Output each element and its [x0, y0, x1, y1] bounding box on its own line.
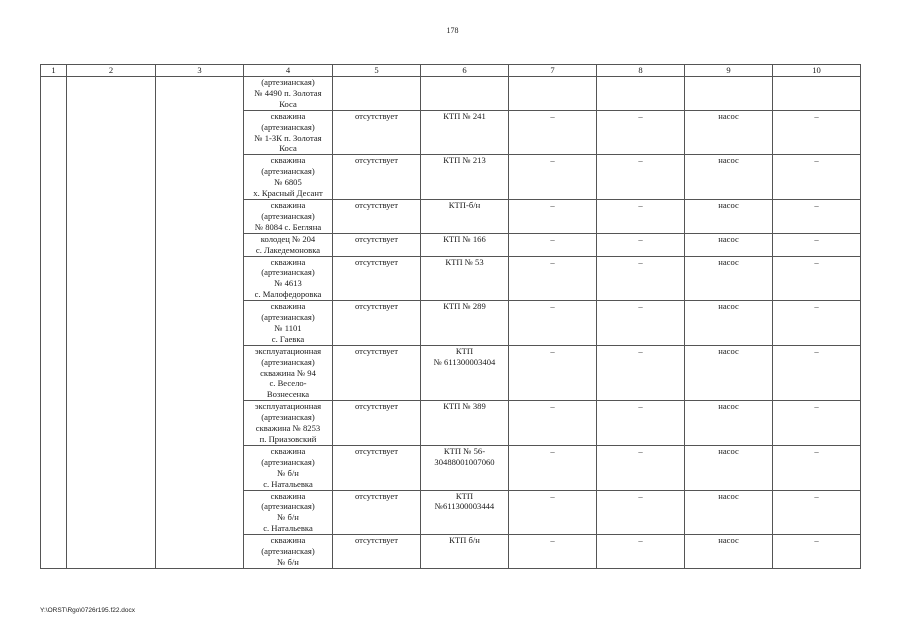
cell-object-name [244, 233, 333, 256]
cell-c7: – [509, 199, 597, 233]
cell-c8: – [597, 199, 685, 233]
cell-line: (артезианская) [261, 501, 315, 512]
cell-c5: отсутствует [333, 233, 421, 256]
cell-c5: отсутствует [333, 445, 421, 490]
cell-c7: – [509, 535, 597, 569]
cell-c6: КТП б/н [421, 535, 509, 569]
cell-line: (артезианская) [261, 312, 315, 323]
cell-c10: – [773, 445, 861, 490]
cell-c10: – [773, 256, 861, 301]
cell-c10: – [773, 535, 861, 569]
cell-line: (артезианская) [261, 546, 315, 557]
cell-c9: насос [685, 301, 773, 346]
cell-c10: – [773, 199, 861, 233]
cell-line: п. Приазовский [259, 434, 317, 444]
cell-c7: – [509, 490, 597, 535]
cell-c6: КТП № 611300003404 [421, 345, 509, 401]
col-header-1: 1 [41, 65, 67, 77]
cell-c7: – [509, 445, 597, 490]
cell-c5: отсутствует [333, 199, 421, 233]
cell-line: Вознесенка [266, 389, 310, 400]
col-header-8: 8 [597, 65, 685, 77]
cell-line: (артезианская) [261, 412, 315, 423]
cell-c8: – [597, 233, 685, 256]
cell-line: (артезианская) [261, 210, 315, 221]
cell-line: (артезианская) [261, 456, 315, 467]
cell-c6: КТП № 389 [421, 401, 509, 446]
cell-line: с. Натальевка [263, 523, 313, 534]
cell-c6: КТП № 289 [421, 301, 509, 346]
cell-c6: КТП № 213 [421, 155, 509, 200]
cell-c10 [773, 77, 861, 111]
col-header-9: 9 [685, 65, 773, 77]
col-header-4: 4 [244, 65, 333, 77]
cell-c7: – [509, 110, 597, 155]
col-header-10: 10 [773, 65, 861, 77]
cell-c5: отсутствует [333, 256, 421, 301]
cell-c8: – [597, 345, 685, 401]
cell-line: с. Гаевка [271, 333, 305, 344]
col-header-7: 7 [509, 65, 597, 77]
cell-line: Коса [279, 143, 297, 154]
cell-line: № 6805 [274, 177, 302, 188]
cell-line: (артезианская) [261, 77, 315, 87]
cell-c8: – [597, 535, 685, 569]
cell-c10: – [773, 401, 861, 446]
footer-file-path: Y:\ORST\Rgo\0726r195.f22.docx [40, 607, 136, 614]
col2-merged [67, 77, 156, 569]
cell-object-name [244, 401, 333, 446]
cell-c9: насос [685, 233, 773, 256]
col-header-5: 5 [333, 65, 421, 77]
cell-c8: – [597, 110, 685, 155]
cell-c5: отсутствует [333, 401, 421, 446]
cell-line: № 1-ЗК п. Золотая [254, 132, 322, 143]
cell-c10: – [773, 345, 861, 401]
cell-line: с. Весело- [269, 378, 307, 389]
cell-line: эксплуатационная [254, 345, 322, 356]
cell-c8: – [597, 490, 685, 535]
cell-c5: отсутствует [333, 301, 421, 346]
cell-c7 [509, 77, 597, 111]
cell-line: эксплуатационная [254, 401, 322, 412]
table-body [41, 77, 861, 569]
cell-line: скважина № 94 [260, 367, 316, 378]
cell-object-name [244, 77, 333, 111]
cell-line: с. Лакедемоновка [255, 244, 321, 255]
col1-merged [41, 77, 67, 569]
cell-line: скважина [270, 199, 306, 210]
cell-object-name [244, 301, 333, 346]
data-table [40, 64, 861, 569]
cell-object-name [244, 256, 333, 301]
cell-c10: – [773, 155, 861, 200]
cell-c5: отсутствует [333, 345, 421, 401]
cell-c9 [685, 77, 773, 111]
cell-line: скважина [270, 256, 306, 267]
cell-c10: – [773, 110, 861, 155]
cell-c7: – [509, 233, 597, 256]
cell-object-name [244, 535, 333, 569]
cell-c9: насос [685, 490, 773, 535]
col3-merged [156, 77, 244, 569]
cell-c8: – [597, 155, 685, 200]
cell-line: скважина [270, 445, 306, 456]
cell-c10: – [773, 233, 861, 256]
cell-c7: – [509, 301, 597, 346]
cell-c8: – [597, 301, 685, 346]
cell-c7: – [509, 345, 597, 401]
cell-line: скважина [270, 110, 306, 121]
cell-c5: отсутствует [333, 535, 421, 569]
cell-line: колодец № 204 [260, 233, 316, 244]
cell-c9: насос [685, 155, 773, 200]
cell-c7: – [509, 256, 597, 301]
cell-c9: насос [685, 110, 773, 155]
cell-c9: насос [685, 256, 773, 301]
cell-c8: – [597, 445, 685, 490]
cell-line: (артезианская) [261, 166, 315, 177]
cell-c6: КТП № 241 [421, 110, 509, 155]
cell-c5 [333, 77, 421, 111]
cell-c9: насос [685, 535, 773, 569]
cell-line: скважина [270, 301, 306, 312]
cell-line: № 8084 с. Бегляна [254, 221, 322, 232]
cell-line: (артезианская) [261, 267, 315, 278]
cell-line: (артезианская) [261, 121, 315, 132]
cell-c9: насос [685, 345, 773, 401]
cell-c7: – [509, 401, 597, 446]
cell-c5: отсутствует [333, 490, 421, 535]
cell-line: № 4490 п. Золотая [254, 87, 322, 98]
cell-line: с. Натальевка [263, 478, 313, 489]
cell-c6 [421, 77, 509, 111]
cell-c7: – [509, 155, 597, 200]
cell-c8: – [597, 256, 685, 301]
cell-c5: отсутствует [333, 110, 421, 155]
cell-line: Коса [279, 98, 297, 109]
cell-line: скважина [270, 155, 306, 166]
cell-object-name [244, 490, 333, 535]
cell-line: скважина [270, 490, 306, 501]
cell-object-name [244, 445, 333, 490]
cell-c5: отсутствует [333, 155, 421, 200]
cell-line: (артезианская) [261, 356, 315, 367]
cell-c6: КТП №611300003444 [421, 490, 509, 535]
cell-c9: насос [685, 199, 773, 233]
cell-line: скважина [270, 535, 306, 546]
cell-c8 [597, 77, 685, 111]
cell-line: № 1101 [274, 322, 302, 333]
cell-object-name [244, 155, 333, 200]
col-header-3: 3 [156, 65, 244, 77]
cell-line: № 4613 [274, 278, 302, 289]
cell-object-name [244, 199, 333, 233]
cell-line: х. Красный Десант [253, 188, 323, 199]
cell-c6: КТП № 166 [421, 233, 509, 256]
cell-line: скважина № 8253 [255, 423, 321, 434]
col-header-6: 6 [421, 65, 509, 77]
table-row [41, 77, 861, 111]
cell-c10: – [773, 490, 861, 535]
cell-c8: – [597, 401, 685, 446]
cell-c6: КТП № 56- 30488001007060 [421, 445, 509, 490]
col-header-2: 2 [67, 65, 156, 77]
cell-line: с. Малофедоровка [254, 289, 322, 300]
cell-object-name [244, 110, 333, 155]
cell-line: № б/н [277, 556, 299, 567]
cell-c9: насос [685, 401, 773, 446]
page-number: 178 [446, 26, 459, 35]
cell-c6: КТП № 53 [421, 256, 509, 301]
header-row [41, 65, 861, 77]
cell-c10: – [773, 301, 861, 346]
cell-c6: КТП-б/н [421, 199, 509, 233]
cell-object-name [244, 345, 333, 401]
cell-c9: насос [685, 445, 773, 490]
cell-line: № б/н [277, 467, 299, 478]
cell-line: № б/н [277, 512, 299, 523]
